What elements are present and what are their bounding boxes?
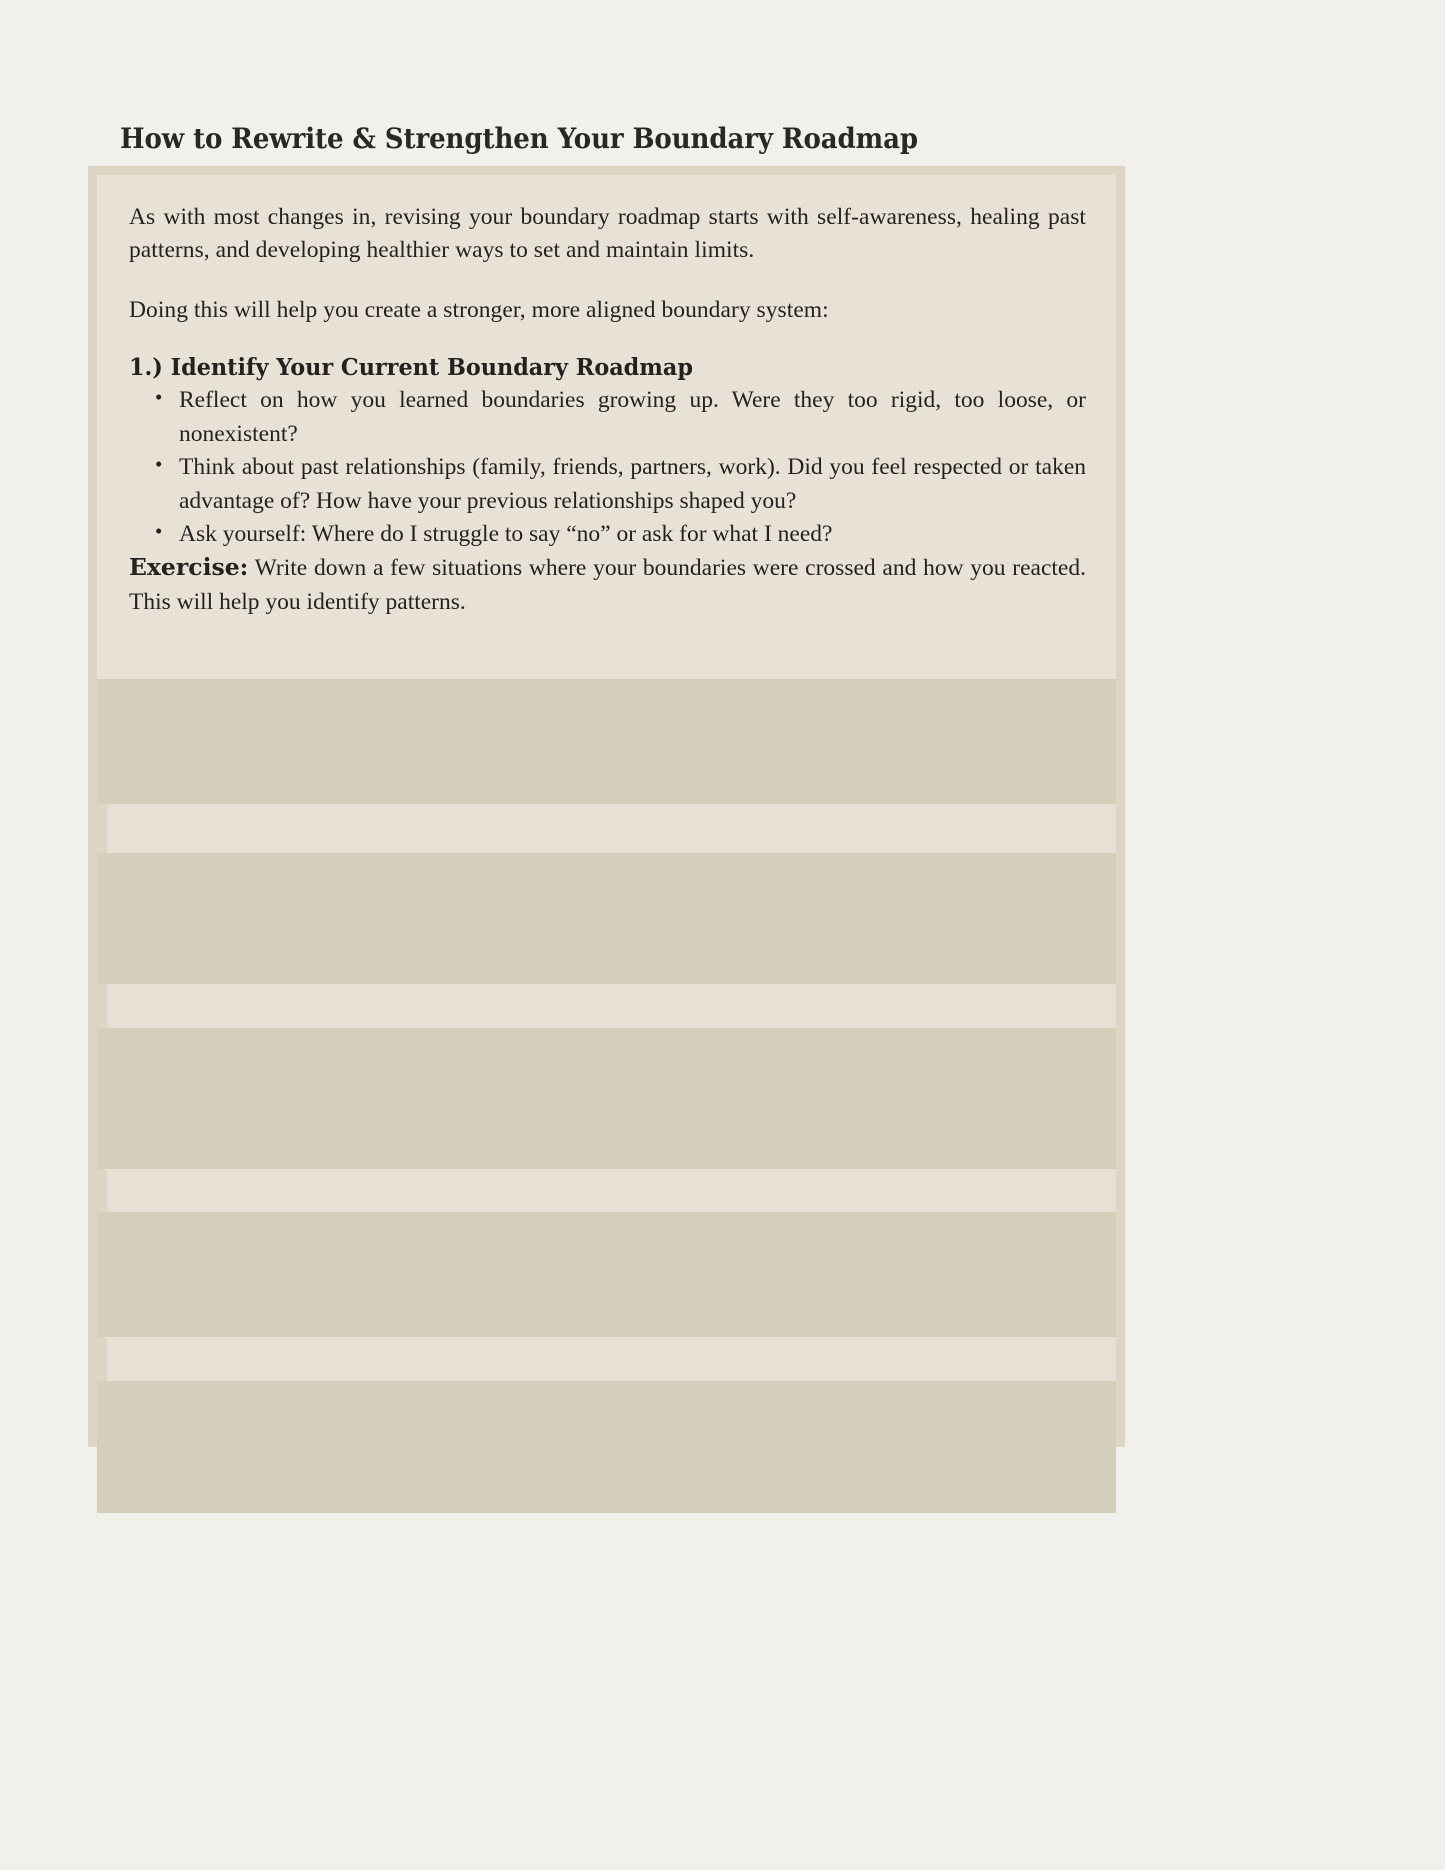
content-band: [97, 853, 1116, 984]
intro-paragraph-1: As with most changes in, revising your boundary roadmap starts with self-awareness, healing past patterns, and developing healthier ways to set and maintain limits.: [129, 204, 1086, 264]
content-band: [97, 1028, 1116, 1169]
content-band: [107, 1169, 1116, 1212]
exercise-text: Write down a few situations where your boundaries were crossed and how you reacted. This will help you identify patterns.: [129, 555, 1086, 615]
section-heading-1: 1.) Identify Your Current Boundary Roadmap: [129, 353, 694, 382]
intro-paragraph-2: Doing this will help you create a stronger, more aligned boundary system:: [129, 296, 829, 323]
list-item: • Think about past relationships (family, friends, partners, work). Did you feel respected or taken advantage of? How have your previous relationships shaped you?: [177, 451, 1086, 518]
content-band: [107, 1337, 1116, 1381]
banded-placeholder-region: [97, 679, 1116, 1438]
section-bullet-list: [129, 384, 1086, 551]
content-band: [107, 804, 1116, 853]
exercise-paragraph: [129, 551, 1086, 619]
exercise-label: Exercise:: [129, 553, 249, 582]
content-band: [97, 1381, 1116, 1513]
list-item: • Ask yourself: Where do I struggle to say “no” or ask for what I need?: [177, 518, 1086, 551]
page-title: How to Rewrite & Strengthen Your Boundary Roadmap: [120, 121, 918, 155]
content-band: [97, 679, 1116, 804]
list-item: • Reflect on how you learned boundaries growing up. Were they too rigid, too loose, or nonexistent?: [177, 384, 1086, 451]
content-card: [88, 166, 1125, 1447]
content-band: [107, 984, 1116, 1028]
content-band: [97, 1212, 1116, 1337]
text-content-region: [97, 175, 1116, 679]
